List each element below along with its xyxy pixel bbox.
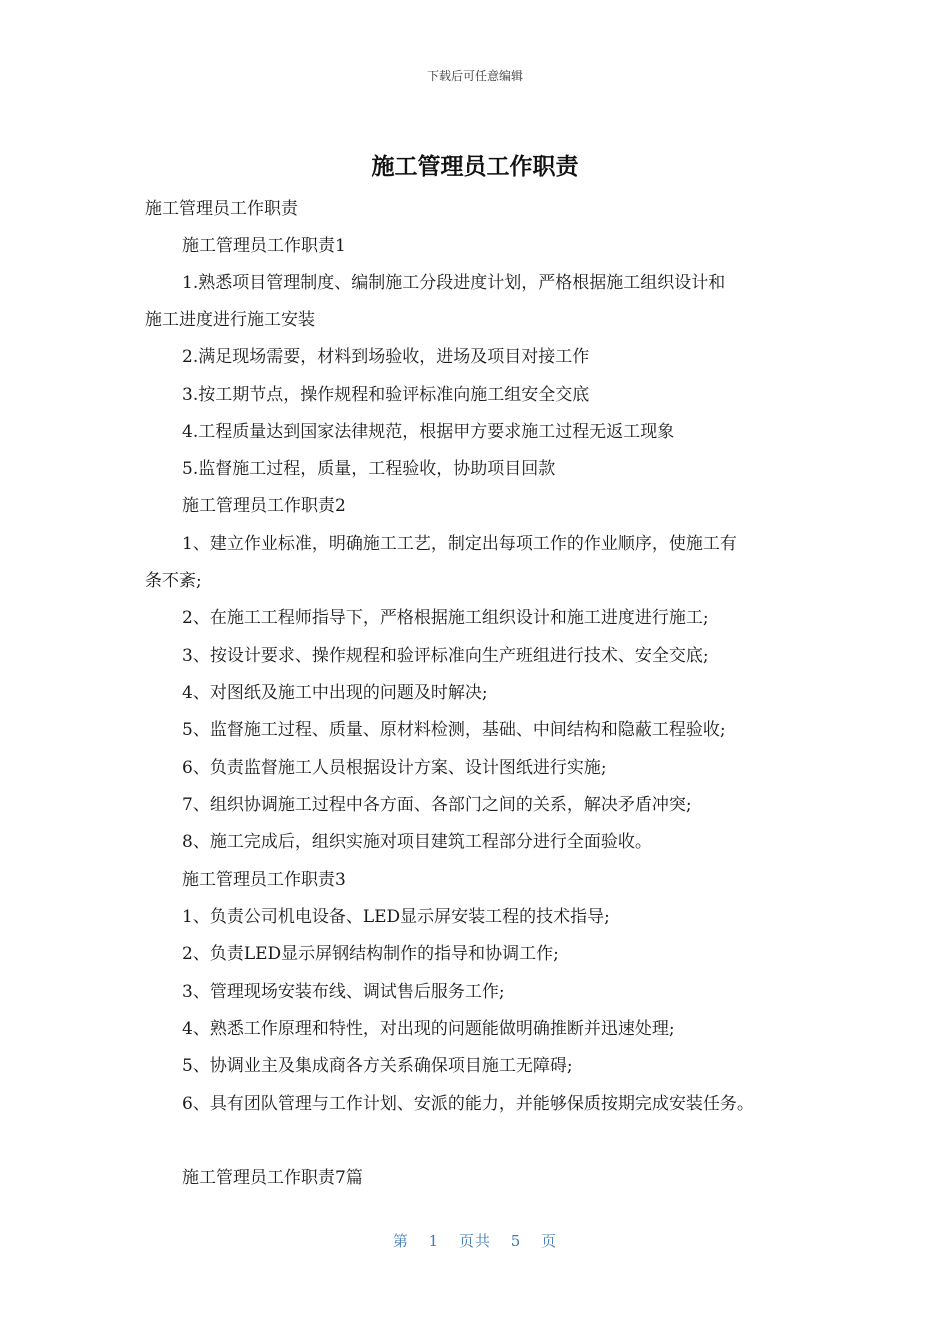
paragraph-line: 2、在施工工程师指导下，严格根据施工组织设计和施工进度进行施工; xyxy=(182,608,709,628)
paragraph-line: 施工进度进行施工安装 xyxy=(145,310,315,330)
paragraph-line: 3.按工期节点，操作规程和验评标准向施工组安全交底 xyxy=(182,385,590,405)
section-heading: 施工管理员工作职责1 xyxy=(182,236,346,256)
paragraph-line: 1、负责公司机电设备、LED显示屏安装工程的技术指导; xyxy=(182,907,610,927)
paragraph-line: 1、建立作业标准，明确施工工艺，制定出每项工作的作业顺序，使施工有 xyxy=(182,534,737,554)
document-title: 施工管理员工作职责 xyxy=(371,154,579,180)
header-note: 下载后可任意编辑 xyxy=(426,69,523,83)
paragraph-line: 6、负责监督施工人员根据设计方案、设计图纸进行实施; xyxy=(182,758,607,778)
paragraph-line: 条不紊; xyxy=(145,571,202,591)
paragraph-line: 4、熟悉工作原理和特性，对出现的问题能做明确推断并迅速处理; xyxy=(182,1019,675,1039)
section-heading: 施工管理员工作职责2 xyxy=(182,496,346,516)
paragraph-line: 4.工程质量达到国家法律规范，根据甲方要求施工过程无返工现象 xyxy=(182,422,675,442)
paragraph-line: 施工管理员工作职责 xyxy=(145,199,298,219)
paragraph-line: 3、按设计要求、操作规程和验评标准向生产班组进行技术、安全交底; xyxy=(182,646,709,666)
page-footer: 第 1 页共 5 页 xyxy=(392,1232,558,1250)
paragraph-line: 2.满足现场需要，材料到场验收，进场及项目对接工作 xyxy=(182,347,590,367)
paragraph-line: 6、具有团队管理与工作计划、安派的能力，并能够保质按期完成安装任务。 xyxy=(182,1094,754,1114)
section-heading: 施工管理员工作职责3 xyxy=(182,870,346,890)
paragraph-line: 7、组织协调施工过程中各方面、各部门之间的关系，解决矛盾冲突; xyxy=(182,795,692,815)
section-heading: 施工管理员工作职责7篇 xyxy=(182,1168,363,1188)
paragraph-line: 5、协调业主及集成商各方关系确保项目施工无障碍; xyxy=(182,1056,573,1076)
paragraph-line: 5.监督施工过程，质量，工程验收，协助项目回款 xyxy=(182,459,556,479)
paragraph-line: 3、管理现场安装布线、调试售后服务工作; xyxy=(182,982,505,1002)
paragraph-line: 8、施工完成后，组织实施对项目建筑工程部分进行全面验收。 xyxy=(182,832,652,852)
paragraph-line: 1.熟悉项目管理制度、编制施工分段进度计划，严格根据施工组织设计和 xyxy=(182,273,726,293)
paragraph-line: 4、对图纸及施工中出现的问题及时解决; xyxy=(182,683,488,703)
paragraph-line: 5、监督施工过程、质量、原材料检测，基础、中间结构和隐蔽工程验收; xyxy=(182,720,726,740)
paragraph-line: 2、负责LED显示屏钢结构制作的指导和协调工作; xyxy=(182,944,559,964)
